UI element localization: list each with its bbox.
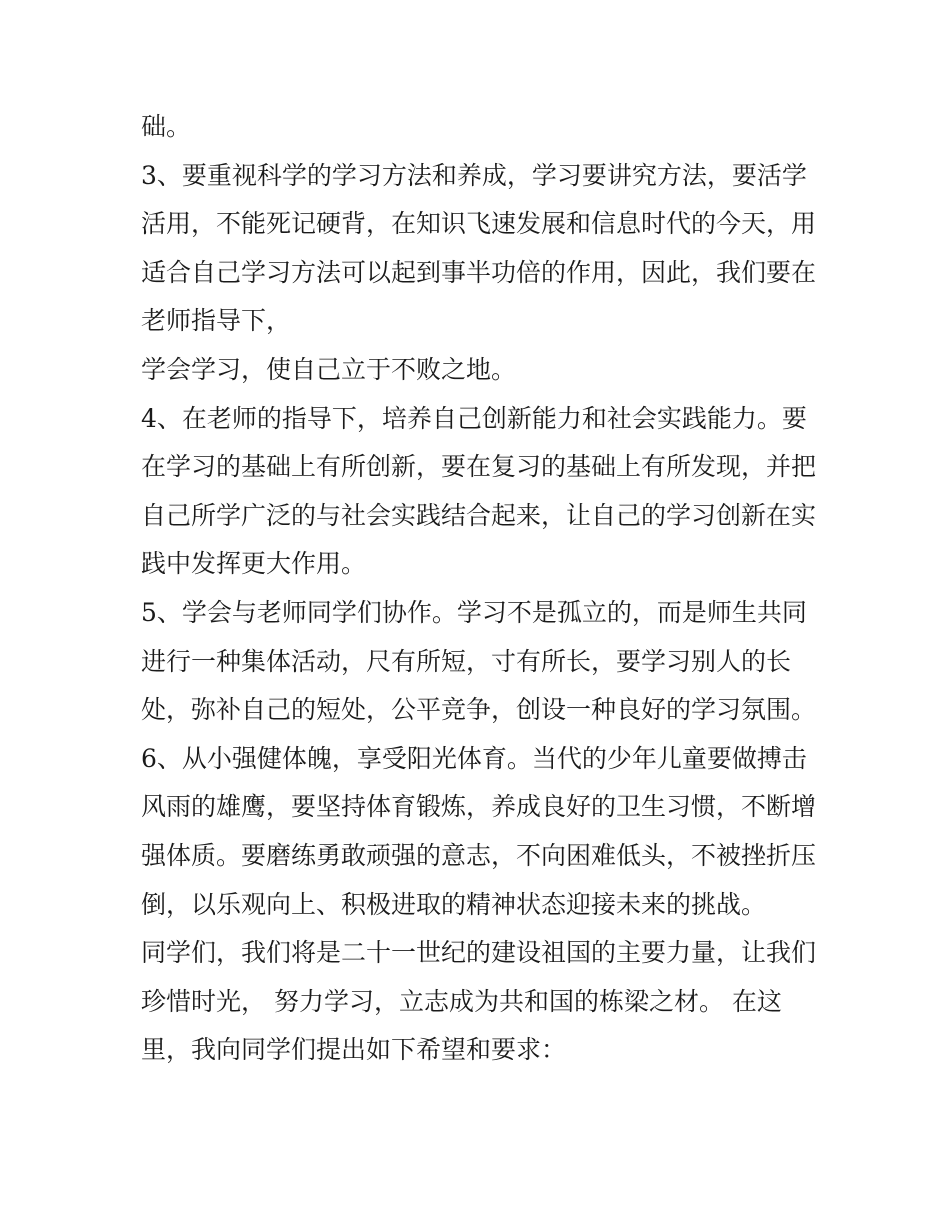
text-line: 学会学习，使自己立于不败之地。 (141, 354, 517, 384)
text-line: 自己所学广泛的与社会实践结合起来，让自己的学习创新在实 (141, 500, 817, 530)
text-line: 老师指导下， (141, 306, 292, 336)
text-line: 3、要重视科学的学习方法和养成，学习要讲究方法，要活学 (141, 160, 807, 190)
text-line: 倒，以乐观向上、积极进取的精神状态迎接未来的挑战。 (141, 889, 767, 919)
text-line: 活用，不能死记硬背，在知识飞速发展和信息时代的今天，用 (141, 209, 817, 239)
text-line: 在学习的基础上有所创新，要在复习的基础上有所发现，并把 (141, 452, 817, 482)
text-line: 里，我向同学们提出如下希望和要求： (141, 1035, 567, 1065)
text-line: 4、在老师的指导下，培养自己创新能力和社会实践能力。要 (141, 403, 807, 433)
text-line: 风雨的雄鹰，要坚持体育锻炼，养成良好的卫生习惯，不断增 (141, 792, 817, 822)
text-line: 处，弥补自己的短处，公平竞争，创设一种良好的学习氛围。 (141, 695, 817, 725)
text-line: 适合自己学习方法可以起到事半功倍的作用，因此，我们要在 (141, 257, 817, 287)
text-line: 6、从小强健体魄，享受阳光体育。当代的少年儿童要做搏击 (141, 743, 807, 773)
text-line: 进行一种集体活动，尺有所短，寸有所长，要学习别人的长 (141, 646, 792, 676)
text-line: 础。 (141, 112, 192, 141)
text-line: 强体质。要磨练勇敢顽强的意志，不向困难低头，不被挫折压 (141, 840, 817, 870)
text-line: 5、学会与老师同学们协作。学习不是孤立的，而是师生共同 (141, 597, 807, 627)
text-line: 珍惜时光， 努力学习，立志成为共和国的栋梁之材。 在这 (141, 986, 782, 1016)
text-line: 同学们，我们将是二十一世纪的建设祖国的主要力量，让我们 (141, 938, 817, 968)
text-line: 践中发挥更大作用。 (141, 549, 367, 579)
body-text (141, 103, 821, 1075)
